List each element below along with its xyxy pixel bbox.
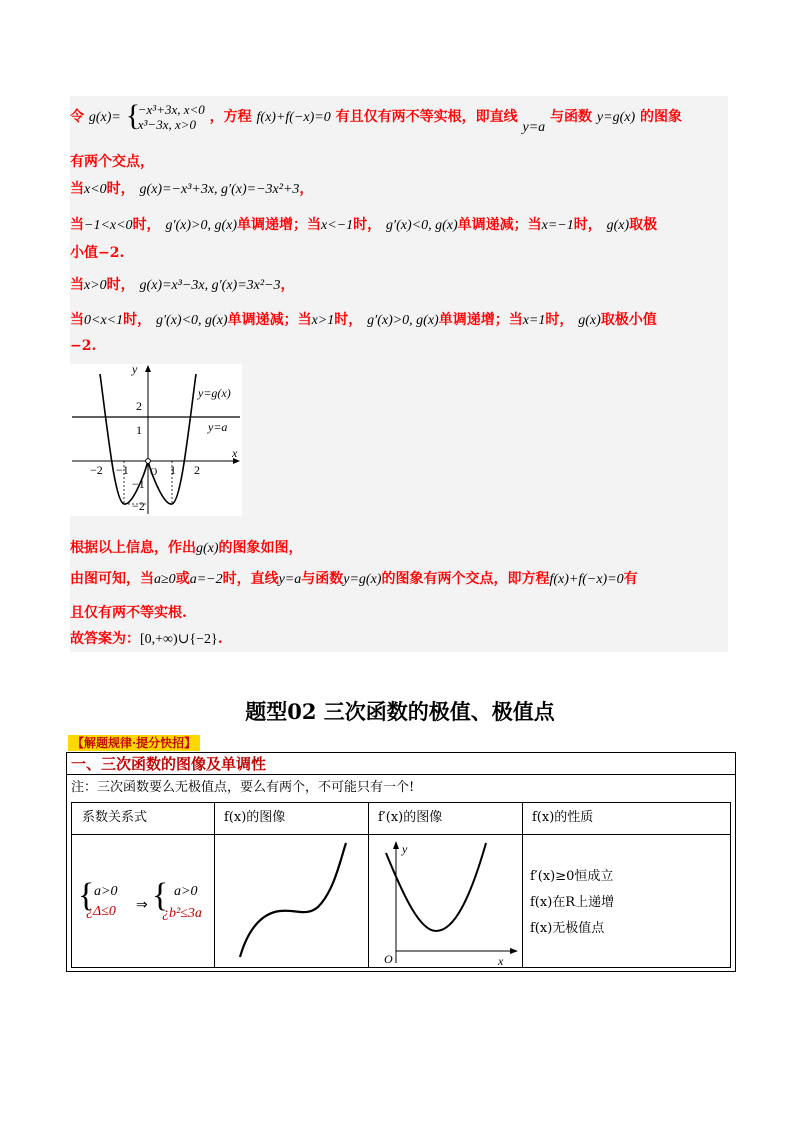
header-fprime-graph: f′(x)的图像 [378, 810, 443, 825]
curve-label: y=g(x) [198, 386, 231, 400]
y-axis-label: y [132, 364, 138, 376]
x-axis-arrow-icon [510, 948, 518, 954]
section-title: 题型02 三次函数的极值、极值点 [245, 699, 555, 724]
table-grid [71, 802, 731, 968]
header-coef: 系数关系式 [72, 803, 214, 835]
math: g(x) [606, 218, 630, 233]
header-props: f(x)的性质 [532, 810, 594, 825]
math: x=1 [522, 313, 546, 328]
math: 0<x<1 [84, 313, 124, 328]
solution-line-11: 且仅有两不等实根. [70, 605, 187, 621]
text: ， [299, 181, 314, 197]
text: 故答案为： [70, 631, 140, 647]
solution-line-1 [70, 99, 682, 135]
math: g′(x)>0, g(x) [165, 218, 238, 233]
text: 当 [70, 312, 84, 328]
x-label: x [498, 954, 504, 965]
text: 时， [132, 217, 161, 233]
text: 有且仅有两不等实根，即直线 [335, 109, 518, 125]
text: 的图象 [639, 109, 682, 125]
text: 时， [106, 277, 135, 293]
text: 单调递减；当 [227, 312, 312, 328]
text: 当 [70, 277, 84, 293]
prop-1: f′(x)≥0恒成立 [530, 869, 614, 884]
tick-y: −1 [132, 477, 145, 491]
y-label: y [402, 842, 408, 856]
brace: { [125, 99, 141, 132]
text: 时， [353, 217, 382, 233]
math: y=a [278, 572, 302, 587]
math: x>0 [84, 278, 107, 293]
math-func: y=g(x) [596, 110, 636, 125]
math: f(x)+f(−x)=0 [549, 572, 624, 587]
case-2: x³−3x, x>0 [137, 117, 197, 132]
tick-y: 1 [136, 423, 142, 437]
line-label: y=a [208, 420, 228, 434]
origin-label: O [384, 952, 393, 965]
f-curve [240, 843, 346, 957]
tick-x: 1 [170, 463, 176, 477]
math: x<0 [84, 182, 107, 197]
math: g′(x)>0, g(x) [367, 313, 439, 328]
solution-line-5: 小值−2. [70, 245, 125, 261]
math: g(x)=−x³+3x, g′(x)=−3x²+3 [139, 182, 300, 197]
math: g′(x)<0, g(x) [155, 313, 228, 328]
text: 当 [70, 217, 84, 233]
coef-cell [78, 843, 214, 963]
text: 的图象有两个交点，即方程 [381, 571, 550, 587]
y-axis-arrow-icon [145, 365, 151, 372]
math: y=g(x) [343, 572, 382, 587]
tick-x: −1 [116, 463, 129, 477]
math: a=−2 [189, 572, 223, 587]
tick-x: 2 [194, 463, 200, 477]
tick-x: −2 [90, 463, 103, 477]
text: 有 [623, 571, 638, 587]
tick-y: −2 [132, 499, 145, 513]
math-line: y=a [522, 120, 546, 135]
fprime-graph [374, 839, 520, 965]
header-f-graph: f(x)的图像 [224, 810, 286, 825]
answer-math: [0,+∞)∪{−2} [140, 632, 218, 647]
solution-line-12 [70, 628, 223, 648]
solution-line-10 [70, 568, 638, 588]
solution-line-4 [70, 214, 657, 234]
text: 时， [573, 217, 602, 233]
prop-2: f(x)在R上递增 [530, 895, 615, 910]
summary-table [66, 752, 736, 972]
math: g(x) [578, 313, 601, 328]
brace-right: { [152, 877, 169, 914]
text: 单调递增；当 [237, 217, 322, 233]
g-graph [70, 364, 242, 516]
text: ，方程 [209, 109, 252, 125]
text: 取极 [629, 217, 658, 233]
text: 或 [175, 571, 190, 587]
text: 时，直线 [222, 571, 279, 587]
text: 令 [70, 109, 84, 125]
math: x<−1 [321, 218, 354, 233]
math: g(x)=x³−3x, g′(x)=3x²−3 [139, 278, 281, 293]
math: g′(x)<0, g(x) [386, 218, 458, 233]
fprime-curve [386, 843, 486, 931]
piecewise-def [125, 99, 205, 132]
hollow-point [146, 459, 151, 464]
g-graph-svg [70, 364, 242, 516]
coef-right-2: ¿b²≤3a [162, 906, 202, 921]
solution-line-9 [70, 537, 303, 557]
text: 取极小值 [600, 312, 657, 328]
x-axis-label: x [232, 446, 238, 460]
table-heading: 一、三次函数的图像及单调性 [67, 753, 735, 775]
text: 单调递减；当 [457, 217, 542, 233]
tips-tag: 【解题规律·提分快招】 [68, 735, 200, 751]
math: x>1 [311, 313, 335, 328]
implies-arrow: ⇒ [136, 898, 148, 913]
math: x=−1 [541, 218, 574, 233]
solution-line-3 [70, 178, 313, 198]
solution-line-2: 有两个交点， [70, 154, 154, 170]
solution-box [70, 96, 728, 652]
tick-y: 2 [136, 399, 142, 413]
brace-left: { [78, 877, 95, 914]
coef-right-1: a>0 [174, 884, 198, 899]
math-equation: f(x)+f(−x)=0 [256, 110, 331, 125]
solution-line-7 [70, 309, 657, 329]
text: 当 [70, 181, 84, 197]
text: 时， [334, 312, 363, 328]
math: g(x) [196, 541, 219, 556]
text: . [217, 631, 223, 647]
math: −1<x<0 [84, 218, 133, 233]
math: a≥0 [154, 572, 176, 587]
table-note: 注：三次函数要么无极值点，要么有两个，不可能只有一个! [71, 780, 415, 795]
solution-line-8: −2. [70, 338, 97, 354]
text: 时， [123, 312, 152, 328]
prop-3: f(x)无极值点 [530, 921, 605, 936]
text: 时， [106, 181, 135, 197]
text: 由图可知，当 [70, 571, 154, 587]
text: 时， [545, 312, 574, 328]
math-func: g(x)= [88, 110, 121, 125]
text: 与函数 [550, 109, 593, 125]
coef-left-2: ¿Δ≤0 [86, 904, 116, 919]
text: 的图象如图， [218, 540, 303, 556]
coef-svg [78, 843, 214, 963]
f-graph [222, 839, 362, 965]
text: 与函数 [301, 571, 344, 587]
text: 根据以上信息，作出 [70, 540, 196, 556]
y-axis-arrow-icon [393, 841, 399, 849]
solution-line-6 [70, 274, 295, 294]
case-1: −x³+3x, x<0 [137, 102, 205, 117]
coef-left-1: a>0 [94, 884, 118, 899]
text: 单调递增；当 [438, 312, 523, 328]
origin-label: O [150, 467, 158, 478]
text: ， [280, 277, 295, 293]
